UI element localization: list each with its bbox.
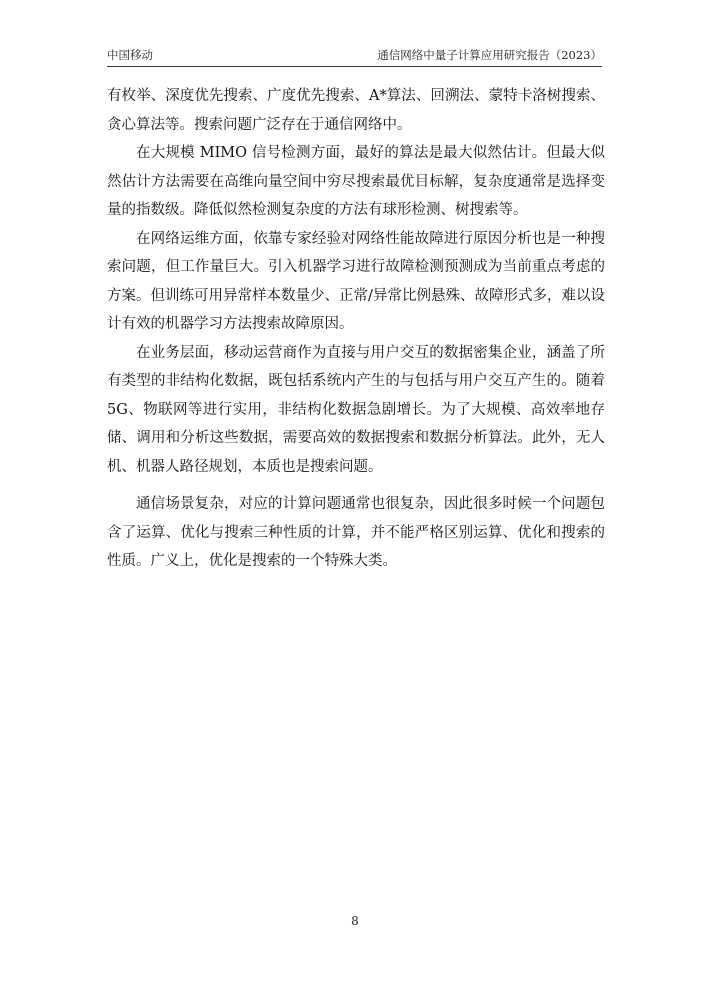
paragraph-network-operations: 在网络运维方面，依靠专家经验对网络性能故障进行原因分析也是一种搜索问题，但工作量巨大。引入机器学习进行故障检测预测成为当前重点考虑的方案。但训练可用异常样本数量少、正常/异常比例悬殊、故障形式多，难以设计有效的机器学习方法搜索故障原因。 (107, 230, 605, 332)
page-header (107, 46, 602, 67)
page-number: 8 (351, 914, 359, 928)
paragraph-search-algorithms: 有枚举、深度优先搜索、广度优先搜索、A*算法、回溯法、蒙特卡洛树搜索、贪心算法等。搜索问题广泛存在于通信网络中。 (107, 88, 605, 133)
body-text (107, 82, 605, 576)
paragraph-summary: 通信场景复杂，对应的计算问题通常也很复杂，因此很多时候一个问题包含了运算、优化与搜索三种性质的计算，并不能严格区别运算、优化和搜索的性质。广义上，优化是搜索的一个特殊大类。 (107, 496, 605, 569)
header-report-title: 通信网络中量子计算应用研究报告（2023） (377, 48, 602, 62)
header-organization: 中国移动 (107, 48, 153, 62)
paragraph-mimo-detection: 在大规模 MIMO 信号检测方面，最好的算法是最大似然估计。但最大似然估计方法需要在高维向量空间中穷尽搜索最优目标解，复杂度通常是选择变量的指数级。降低似然检测复杂度的方法有球形检测、树搜索等。 (107, 145, 605, 218)
paragraph-business-layer: 在业务层面，移动运营商作为直接与用户交互的数据密集企业，涵盖了所有类型的非结构化数据，既包括系统内产生的与包括与用户交互产生的。随着 5G、物联网等进行实用，非结构化数据急剧增长。为了大规模、高效率地存储、调用和分析这些数据，需要高效的数据搜索和数据分析算法。此外，无人机、机器人路径规划，本质也是搜索问题。 (107, 344, 605, 475)
